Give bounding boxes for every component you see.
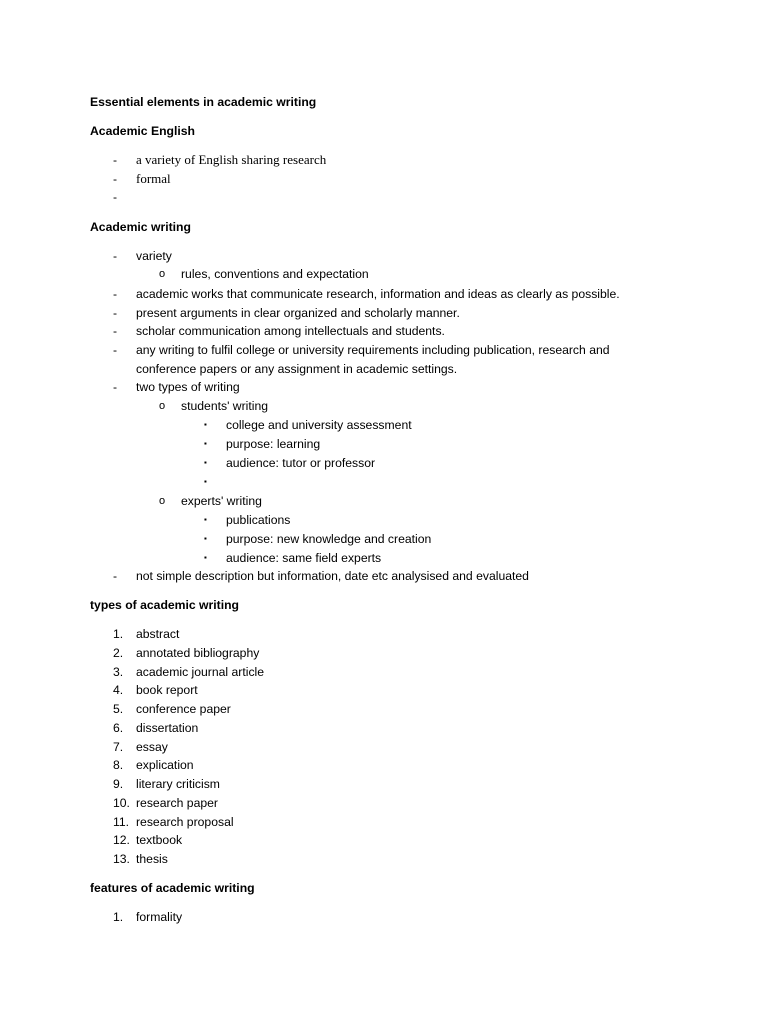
list-number: 1.	[113, 627, 124, 641]
circle-bullet: o	[159, 495, 166, 507]
document-title: Essential elements in academic writing	[90, 95, 317, 109]
section-heading-types: types of academic writing	[90, 598, 239, 612]
section-heading-academic-english: Academic English	[90, 124, 195, 138]
list-number: 5.	[113, 702, 124, 716]
dash-bullet: -	[113, 287, 118, 301]
list-number: 6.	[113, 720, 124, 735]
dash-bullet: -	[113, 153, 118, 167]
circle-bullet: o	[159, 400, 166, 412]
document-page: Essential elements in academic writing Academic English - a variety of English sharing research - formal - Academic writing - variety o rules, conventions and expectation - academic works that communicate research, information and ideas as clearly as possible. - present arguments in clear organized and scholarly manner. - scholar communication among intellectuals and students. - any writing to fulfil college or university requirements including publication, research and conference papers or any assignment in academic settings. - two types of writing o students' writing ▪ college and university assessment ▪ purpose: learning ▪ audience: tutor or professor ▪ o experts' writing ▪ publications ▪ purpose: new knowledge and creation ▪ audience: same field experts - not simple description but information, date etc analysised and evaluated types of academic writing 1. abstract 2. annotated bibliography 3. academic journal article 4. book report 5. conference paper 6. dissertation 7. essay 8. explication 9. literary criticism 10. research paper 11. research proposal 12. textbook 13. thesis features of academic writing 1. formality	[90, 95, 620, 924]
dash-bullet: -	[113, 343, 118, 357]
dash-bullet: -	[113, 380, 118, 394]
section-heading-academic-writing: Academic writing	[90, 220, 191, 234]
list-number: 3.	[113, 664, 124, 679]
list-number: 12.	[113, 833, 130, 848]
square-bullet: ▪	[204, 458, 207, 467]
list-number: 13.	[113, 852, 130, 866]
dash-bullet: -	[113, 190, 118, 204]
square-bullet: ▪	[204, 534, 207, 543]
dash-bullet: -	[113, 249, 118, 263]
list-number: 9.	[113, 777, 124, 791]
dash-bullet: -	[113, 324, 118, 338]
dash-bullet: -	[113, 306, 118, 320]
section-heading-features: features of academic writing	[90, 881, 255, 895]
list-number: 7.	[113, 739, 124, 754]
list-number: 8.	[113, 758, 124, 773]
square-bullet: ▪	[204, 439, 207, 448]
square-bullet: ▪	[204, 420, 207, 429]
square-bullet: ▪	[204, 477, 207, 486]
list-number: 4.	[113, 683, 124, 698]
list-number: 10.	[113, 795, 130, 810]
dash-bullet: -	[113, 172, 118, 186]
square-bullet: ▪	[204, 553, 207, 562]
list-number: 1.	[113, 910, 124, 924]
dash-bullet: -	[113, 569, 118, 583]
list-number: 2.	[113, 645, 124, 660]
list-number: 11.	[113, 814, 130, 829]
circle-bullet: o	[159, 268, 166, 280]
square-bullet: ▪	[204, 515, 207, 524]
